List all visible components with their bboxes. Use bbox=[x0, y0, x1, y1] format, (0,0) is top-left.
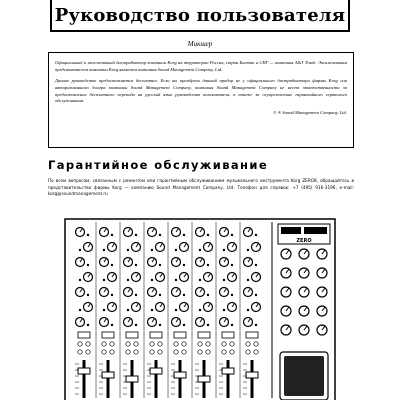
led-icon bbox=[111, 264, 113, 266]
led-icon bbox=[111, 294, 113, 296]
channel-button bbox=[222, 332, 234, 338]
small-button-icon bbox=[246, 342, 250, 346]
small-button-icon bbox=[206, 350, 210, 354]
model-name: Микшер bbox=[187, 40, 213, 48]
led-icon bbox=[127, 309, 129, 311]
led-icon bbox=[199, 249, 201, 251]
led-icon bbox=[87, 234, 89, 236]
small-button-icon bbox=[230, 342, 234, 346]
copyright-line: © ® Sound Management Company, Ltd. bbox=[273, 109, 347, 115]
small-button-icon bbox=[102, 342, 106, 346]
led-icon bbox=[79, 249, 81, 251]
led-icon bbox=[247, 309, 249, 311]
led-icon bbox=[79, 279, 81, 281]
channel-button bbox=[102, 332, 114, 338]
small-button-icon bbox=[222, 342, 226, 346]
fader-cap bbox=[198, 376, 210, 382]
fader-track bbox=[227, 360, 230, 398]
title-box bbox=[50, 0, 350, 32]
small-button-icon bbox=[198, 350, 202, 354]
led-icon bbox=[103, 279, 105, 281]
led-icon bbox=[159, 294, 161, 296]
fader-cap bbox=[222, 368, 234, 374]
led-icon bbox=[223, 279, 225, 281]
led-icon bbox=[247, 249, 249, 251]
small-button-icon bbox=[150, 350, 154, 354]
channel-button bbox=[174, 332, 186, 338]
fader-cap bbox=[246, 372, 258, 378]
fader-track bbox=[83, 360, 86, 398]
small-button-icon bbox=[102, 350, 106, 354]
notice-paragraph-2: Данное руководство предоставляется бесплатно. Если вы приобрели данный прибор не у официального дистрибьютора фирмы Korg или авторизованного дилера компании Sound Management Company, компания Sound Management Company не несет ответственности за предоставление бесплатного перевода на русский язык руководства пользователя, а также за осуществление гарантийного сервисного обслуживания. bbox=[55, 78, 347, 104]
led-icon bbox=[223, 249, 225, 251]
fader-cap bbox=[126, 376, 138, 382]
fader-cap bbox=[78, 368, 90, 374]
small-button-icon bbox=[110, 350, 114, 354]
led-icon bbox=[207, 264, 209, 266]
display-indicator bbox=[304, 227, 327, 234]
led-icon bbox=[151, 309, 153, 311]
master-section bbox=[278, 224, 330, 400]
led-icon bbox=[255, 324, 257, 326]
display-indicator bbox=[281, 227, 301, 234]
small-button-icon bbox=[174, 350, 178, 354]
small-button-icon bbox=[230, 350, 234, 354]
small-button-icon bbox=[158, 342, 162, 346]
controller-screen bbox=[284, 356, 324, 396]
led-icon bbox=[135, 324, 137, 326]
warranty-heading: Гарантийное обслуживание bbox=[48, 158, 269, 172]
led-icon bbox=[207, 234, 209, 236]
led-icon bbox=[183, 234, 185, 236]
small-button-icon bbox=[254, 350, 258, 354]
small-button-icon bbox=[126, 342, 130, 346]
mixer-brand-label: ZERO bbox=[296, 238, 312, 244]
fader-track bbox=[179, 360, 182, 398]
led-icon bbox=[127, 279, 129, 281]
small-button-icon bbox=[182, 350, 186, 354]
led-icon bbox=[159, 324, 161, 326]
small-button-icon bbox=[110, 342, 114, 346]
small-button-icon bbox=[78, 342, 82, 346]
small-button-icon bbox=[174, 342, 178, 346]
channel-button bbox=[198, 332, 210, 338]
warranty-text: По всем вопросам, связанным с ремонтом или гарантийным обслуживанием музыкального инструмента Korg ZERO8, обращайтесь в представительство фирмы Korg — компанию Sound Management Company, Ltd. Телефон для справок: +7 (495) 916-3196, e-mail: korg@soundmanagement.ru bbox=[48, 178, 354, 197]
led-icon bbox=[255, 294, 257, 296]
led-icon bbox=[207, 324, 209, 326]
channel-button bbox=[78, 332, 90, 338]
fader-track bbox=[251, 360, 254, 398]
led-icon bbox=[127, 249, 129, 251]
led-icon bbox=[255, 264, 257, 266]
fader-track bbox=[155, 360, 158, 398]
page-title: Руководство пользователя bbox=[54, 4, 346, 26]
channel-button bbox=[126, 332, 138, 338]
led-icon bbox=[183, 294, 185, 296]
small-button-icon bbox=[134, 350, 138, 354]
led-icon bbox=[255, 234, 257, 236]
led-icon bbox=[231, 324, 233, 326]
small-button-icon bbox=[86, 350, 90, 354]
led-icon bbox=[183, 264, 185, 266]
led-icon bbox=[175, 279, 177, 281]
fader-cap bbox=[102, 372, 114, 378]
led-icon bbox=[151, 249, 153, 251]
small-button-icon bbox=[182, 342, 186, 346]
led-icon bbox=[199, 279, 201, 281]
small-button-icon bbox=[126, 350, 130, 354]
small-button-icon bbox=[158, 350, 162, 354]
led-icon bbox=[87, 294, 89, 296]
led-icon bbox=[103, 249, 105, 251]
distributor-notice bbox=[48, 52, 354, 148]
led-icon bbox=[231, 294, 233, 296]
mixer-front-panel-illustration bbox=[64, 218, 336, 400]
led-icon bbox=[111, 234, 113, 236]
led-icon bbox=[111, 324, 113, 326]
small-button-icon bbox=[134, 342, 138, 346]
small-button-icon bbox=[246, 350, 250, 354]
led-icon bbox=[79, 309, 81, 311]
small-button-icon bbox=[86, 342, 90, 346]
led-icon bbox=[207, 294, 209, 296]
fader-cap bbox=[174, 372, 186, 378]
led-icon bbox=[87, 264, 89, 266]
led-icon bbox=[175, 309, 177, 311]
led-icon bbox=[231, 264, 233, 266]
fader-track bbox=[107, 360, 110, 398]
led-icon bbox=[135, 234, 137, 236]
led-icon bbox=[135, 294, 137, 296]
led-icon bbox=[159, 264, 161, 266]
small-button-icon bbox=[198, 342, 202, 346]
channel-button bbox=[246, 332, 258, 338]
small-button-icon bbox=[150, 342, 154, 346]
small-button-icon bbox=[206, 342, 210, 346]
fader-cap bbox=[150, 368, 162, 374]
led-icon bbox=[135, 264, 137, 266]
led-icon bbox=[183, 324, 185, 326]
small-button-icon bbox=[222, 350, 226, 354]
notice-paragraph-1: Официальный и эксклюзивный дистрибьютор компании Korg на территории России, стран Балтии и СНГ — компания A&T Trade. Эксклюзивным представителем компании Korg является компания Sound Management Company, Ltd. bbox=[55, 60, 347, 72]
led-icon bbox=[103, 309, 105, 311]
small-button-icon bbox=[254, 342, 258, 346]
led-icon bbox=[247, 279, 249, 281]
channel-button bbox=[150, 332, 162, 338]
led-icon bbox=[231, 234, 233, 236]
led-icon bbox=[175, 249, 177, 251]
led-icon bbox=[151, 279, 153, 281]
led-icon bbox=[159, 234, 161, 236]
small-button-icon bbox=[78, 350, 82, 354]
led-icon bbox=[223, 309, 225, 311]
led-icon bbox=[87, 324, 89, 326]
led-icon bbox=[199, 309, 201, 311]
